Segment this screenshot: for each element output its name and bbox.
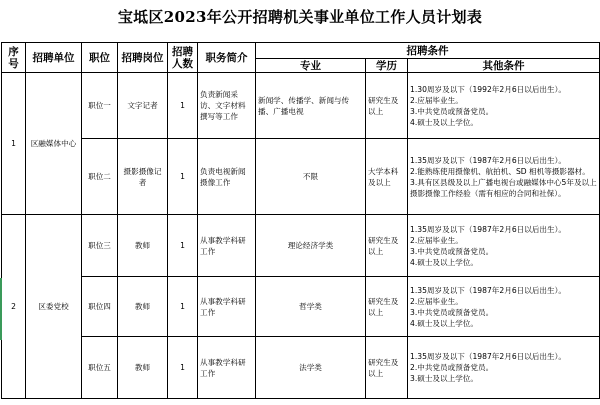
cell-major: 哲学类: [256, 277, 366, 337]
condition-line: 2.应届毕业生。: [410, 296, 463, 306]
condition-line: 2.能熟练使用摄像机、航拍机、SD 相机等摄影器材。: [410, 166, 590, 176]
condition-line: 4.硕士及以上学位。: [410, 318, 478, 328]
header-unit: 招聘单位: [26, 43, 82, 73]
header-education: 学历: [366, 59, 408, 73]
page-title: 宝坻区2023年公开招聘机关事业单位工作人员计划表: [117, 8, 483, 26]
header-count: 招聘人数: [168, 43, 198, 73]
cell-education: 研究生及以上: [366, 215, 408, 277]
condition-line: 1.35周岁及以下（1987年2月6日以后出生）。: [410, 352, 567, 361]
condition-line: 3.中共党员或预备党员。: [410, 106, 494, 116]
cell-other: [408, 73, 600, 139]
table-row: [2, 337, 600, 399]
cell-other: [408, 277, 600, 337]
cell-seq: 2: [2, 215, 26, 399]
condition-line: 1.35周岁及以下（1987年2月6日以后出生）。: [410, 155, 567, 165]
cell-position: 职位五: [82, 337, 118, 399]
condition-line: 3.中共党员或预备党员。: [410, 307, 494, 317]
cell-unit: 区委党校: [26, 215, 82, 399]
cell-position: 职位一: [82, 73, 118, 139]
cell-education: 大学本科及以上: [366, 139, 408, 215]
header-post: 招聘岗位: [118, 43, 168, 73]
cell-count: 1: [168, 139, 198, 215]
condition-line: 3.具有区县级及以上广播电视台或融媒体中心5年及以上摄影摄像工作经验（需有相应的合同和社保）。: [410, 177, 597, 198]
cell-seq: 1: [2, 73, 26, 215]
cell-count: 1: [168, 73, 198, 139]
cell-post: 文字记者: [118, 73, 168, 139]
cell-post: 教师: [118, 215, 168, 277]
cell-position: 职位二: [82, 139, 118, 215]
condition-line: 4.硕士及以上学位。: [410, 117, 478, 127]
header-major: 专业: [256, 59, 366, 73]
cell-description: 负责电视新闻摄像工作: [198, 139, 256, 215]
cell-education: 研究生及以上: [366, 337, 408, 399]
table-row: [2, 139, 600, 215]
table-row: [2, 215, 600, 277]
recruitment-table: [1, 42, 600, 399]
condition-line: 4.硕士及以上学位。: [410, 257, 478, 267]
header-position: 职位: [82, 43, 118, 73]
cell-major: 新闻学、传播学、新闻与传播、广播电视: [256, 73, 366, 139]
cell-count: 1: [168, 215, 198, 277]
cell-post: 摄影摄像记者: [118, 139, 168, 215]
condition-line: 3.中共党员或预备党员。: [410, 246, 494, 256]
cell-other: [408, 337, 600, 399]
condition-line: 2.应届毕业生。: [410, 95, 463, 105]
table-row: [2, 73, 600, 139]
cell-unit: 区融媒体中心: [26, 73, 82, 215]
cell-education: 研究生及以上: [366, 73, 408, 139]
table-row: [2, 277, 600, 337]
cell-other: [408, 215, 600, 277]
header-other: 其他条件: [408, 59, 600, 73]
cell-major: 法学类: [256, 337, 366, 399]
header-conditions: 招聘条件: [256, 43, 600, 59]
cell-post: 教师: [118, 337, 168, 399]
cell-major: 理论经济学类: [256, 215, 366, 277]
cell-major: 不限: [256, 139, 366, 215]
header-description: 职务简介: [198, 43, 256, 73]
cell-position: 职位三: [82, 215, 118, 277]
condition-line: 1.35周岁及以下（1987年2月6日以后出生）。: [410, 285, 567, 295]
cell-education: 研究生及以上: [366, 277, 408, 337]
cell-count: 1: [168, 337, 198, 399]
selection-marker: [0, 278, 2, 340]
cell-description: 从事教学科研工作: [198, 215, 256, 277]
cell-position: 职位四: [82, 277, 118, 337]
condition-line: 1.35周岁及以下（1987年2月6日以后出生）。: [410, 224, 567, 234]
cell-post: 教师: [118, 277, 168, 337]
condition-line: 2.应届毕业生。: [410, 235, 463, 245]
header-seq: 序号: [2, 43, 26, 73]
cell-description: 负责新闻采访、文字材料撰写等工作: [198, 73, 256, 139]
condition-line: 2.中共党员或预备党员。: [410, 363, 494, 372]
condition-line: 1.30周岁及以下（1992年2月6日以后出生）。: [410, 84, 567, 94]
condition-line: 3.硕士及以上学位。: [410, 374, 478, 383]
cell-description: 从事教学科研工作: [198, 337, 256, 399]
cell-count: 1: [168, 277, 198, 337]
cell-other: [408, 139, 600, 215]
cell-description: 从事教学科研工作: [198, 277, 256, 337]
